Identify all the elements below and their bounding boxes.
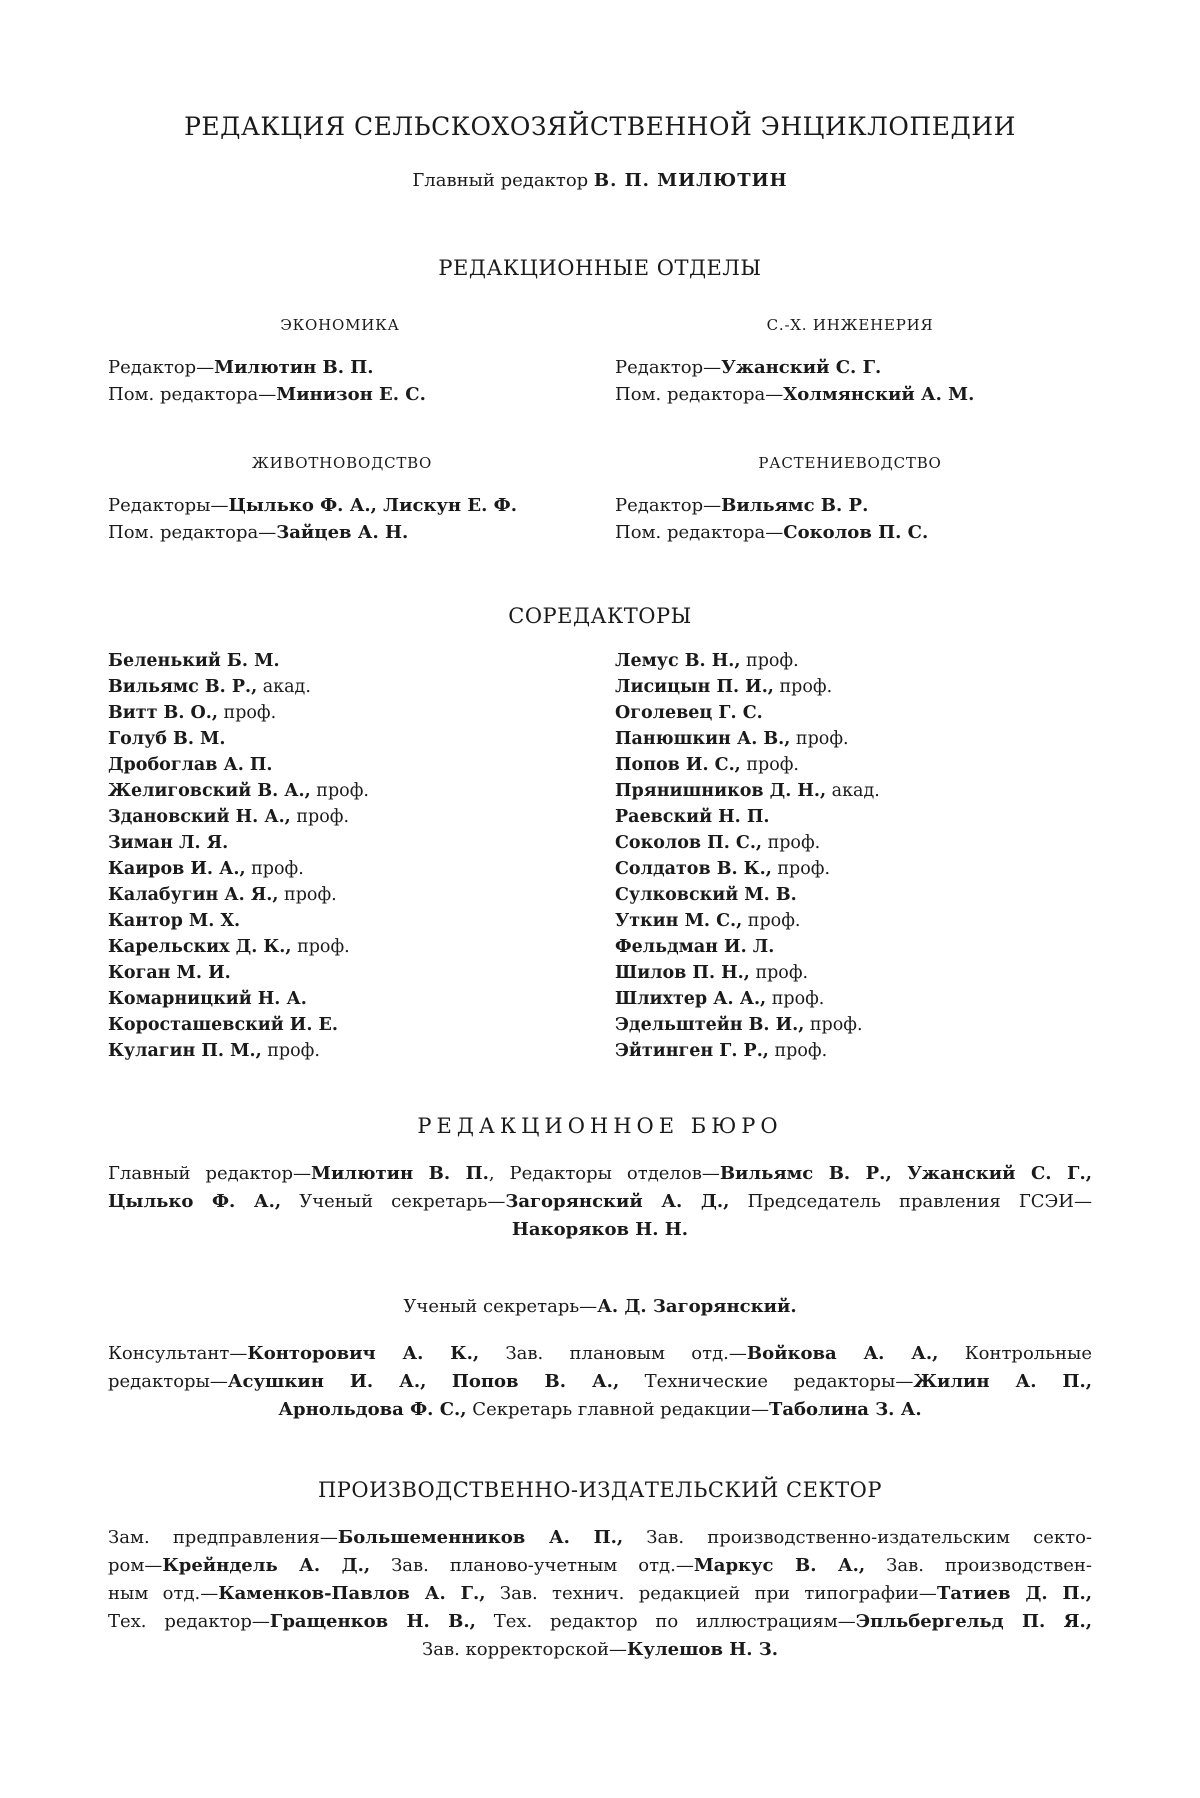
coeditor-title: проф.: [740, 755, 799, 775]
coeditors-right-column: [615, 648, 880, 1064]
role-text: Секретарь главной редакции—: [466, 1399, 769, 1420]
department-line: [108, 519, 517, 546]
role-text: Зав. корректорской—: [422, 1639, 628, 1660]
coeditor-name: Уткин М. С.,: [615, 911, 743, 931]
coeditor-entry: [108, 830, 369, 856]
coeditor-name: Витт В. О.,: [108, 703, 218, 723]
coeditor-entry: [615, 726, 880, 752]
coeditors-left-column: [108, 648, 369, 1064]
coeditor-name: Калабугин А. Я.,: [108, 885, 279, 905]
department-title-crops: РАСТЕНИЕВОДСТВО: [758, 454, 942, 472]
coeditor-title: проф.: [278, 885, 337, 905]
coeditor-entry: [108, 778, 369, 804]
production-paragraph: [108, 1524, 1092, 1664]
paragraph-line: [108, 1188, 1092, 1216]
department-crops: [615, 492, 928, 546]
person-name: Асушкин И. А.,: [227, 1371, 427, 1392]
section-title-coeditors: СОРЕДАКТОРЫ: [508, 604, 692, 628]
coeditor-entry: [615, 752, 880, 778]
person-name: Холмянский А. М.: [783, 384, 975, 405]
person-name: Цылько Ф. А., Лискун Е. Ф.: [228, 495, 517, 516]
coeditor-name: Карельских Д. К.,: [108, 937, 292, 957]
coeditor-title: проф.: [771, 859, 831, 879]
paragraph-line: [108, 1340, 1092, 1368]
coeditor-title: проф.: [310, 781, 369, 801]
coeditor-entry: [108, 752, 369, 778]
coeditor-name: Оголевец Г. С.: [615, 703, 763, 723]
paragraph-line: [108, 1580, 1092, 1608]
paragraph-line: [108, 1608, 1092, 1636]
paragraph-line: [108, 1160, 1092, 1188]
section-title-production: ПРОИЗВОДСТВЕННО-ИЗДАТЕЛЬСКИЙ СЕКТОР: [317, 1478, 883, 1502]
role-label: Редактор—: [615, 495, 722, 516]
coeditor-title: проф.: [742, 911, 801, 931]
coeditor-entry: [108, 1012, 369, 1038]
role-text: Зам. предправления—: [108, 1527, 338, 1548]
role-text: [426, 1371, 451, 1392]
person-name: Милютин В. П.: [311, 1163, 489, 1184]
coeditor-entry: [108, 856, 369, 882]
coeditor-title: проф.: [773, 677, 833, 697]
coeditor-name: Лемус В. Н.,: [615, 651, 741, 671]
coeditor-title: проф.: [766, 989, 825, 1009]
person-name: Крейндель А. Д.,: [162, 1555, 371, 1576]
person-name: Милютин В. П.: [214, 357, 374, 378]
role-text: Тех. редактор—: [108, 1611, 270, 1632]
role-label: Редакторы—: [108, 495, 229, 516]
role-text: Зав. производствен-: [865, 1555, 1093, 1576]
coeditor-entry: [108, 700, 369, 726]
person-name: Татиев Д. П.,: [936, 1583, 1093, 1604]
role-label: Пом. редактора—: [615, 522, 784, 543]
person-name: Арнольдова Ф. С.,: [278, 1399, 467, 1420]
coeditor-entry: [615, 1038, 880, 1064]
coeditor-name: Фельдман И. Л.: [615, 937, 775, 957]
department-engineering: [615, 354, 974, 408]
person-name: Вильямс В. Р.: [721, 495, 869, 516]
coeditor-entry: [615, 648, 880, 674]
coeditor-entry: [108, 908, 369, 934]
paragraph-line: [108, 1524, 1092, 1552]
chief-editor-line: [0, 170, 1200, 191]
coeditor-name: Прянишников Д. Н.,: [615, 781, 827, 801]
paragraph-line: [108, 1216, 1092, 1244]
coeditor-name: Сулковский М. В.: [615, 885, 797, 905]
person-name: Кулешов Н. З.: [627, 1639, 778, 1660]
department-title-livestock: ЖИВОТНОВОДСТВО: [251, 454, 433, 472]
department-line: [108, 492, 517, 519]
bureau-paragraph: [108, 1160, 1092, 1244]
coeditor-title: проф.: [762, 833, 821, 853]
role-text: Консультант—: [108, 1343, 248, 1364]
coeditor-name: Зиман Л. Я.: [108, 833, 229, 853]
coeditor-entry: [108, 674, 369, 700]
role-text: Тех. редактор по иллюстрациям—: [475, 1611, 856, 1632]
person-name: Соколов П. С.: [783, 522, 929, 543]
person-name: Таболина З. А.: [768, 1399, 922, 1420]
role-text: Технические редакторы—: [619, 1371, 914, 1392]
coeditor-name: Лисицын П. И.,: [615, 677, 774, 697]
department-line: [108, 354, 426, 381]
person-name: Большеменников А. П.,: [337, 1527, 624, 1548]
department-economics: [108, 354, 426, 408]
department-title-engineering: С.-Х. ИНЖЕНЕРИЯ: [766, 316, 934, 334]
person-name: Попов В. А.,: [451, 1371, 620, 1392]
role-label: Редактор—: [615, 357, 722, 378]
coeditor-name: Попов И. С.,: [615, 755, 741, 775]
coeditor-name: Коросташевский И. Е.: [108, 1015, 338, 1035]
person-name: Эпльбергельд П. Я.,: [855, 1611, 1092, 1632]
person-name: Цылько Ф. А.,: [108, 1191, 282, 1212]
coeditor-entry: [615, 908, 880, 934]
coeditor-title: проф.: [261, 1041, 320, 1061]
coeditor-entry: [108, 804, 369, 830]
role-text: Зав. плановым отд.—: [479, 1343, 747, 1364]
role-text: Зав. планово-учетным отд.—: [370, 1555, 694, 1576]
coeditor-title: проф.: [740, 651, 799, 671]
coeditor-entry: [615, 700, 880, 726]
role-text: Председатель правления ГСЭИ—: [729, 1191, 1093, 1212]
coeditor-name: Здановский Н. А.,: [108, 807, 291, 827]
paragraph-line: [108, 1552, 1092, 1580]
coeditor-title: акад.: [257, 677, 311, 697]
coeditor-title: проф.: [245, 859, 304, 879]
scientific-secretary-line: [0, 1296, 1200, 1317]
coeditor-entry: [615, 778, 880, 804]
coeditor-title: проф.: [290, 807, 350, 827]
coeditor-name: Вильямс В. Р.,: [108, 677, 258, 697]
staff-paragraph: [108, 1340, 1092, 1424]
coeditor-title: проф.: [804, 1015, 863, 1035]
role-text: Зав. производственно-издательским секто-: [623, 1527, 1093, 1548]
coeditor-name: Желиговский В. А.,: [108, 781, 311, 801]
person-name: Войкова А. А.,: [746, 1343, 939, 1364]
coeditor-entry: [615, 960, 880, 986]
coeditor-name: Беленький Б. М.: [108, 651, 280, 671]
coeditor-title: проф.: [768, 1041, 828, 1061]
coeditor-name: Солдатов В. К.,: [615, 859, 772, 879]
coeditor-title: акад.: [826, 781, 880, 801]
coeditor-entry: [108, 882, 369, 908]
chief-editor-name: В. П. МИЛЮТИН: [593, 170, 788, 191]
chief-editor-role: Главный редактор: [412, 170, 589, 191]
coeditor-entry: [108, 648, 369, 674]
coeditor-entry: [108, 986, 369, 1012]
coeditor-name: Панюшкин А. В.,: [615, 729, 791, 749]
coeditor-name: Коган М. И.: [108, 963, 231, 983]
coeditor-name: Кулагин П. М.,: [108, 1041, 262, 1061]
role-text: ным отд.—: [108, 1583, 219, 1604]
coeditor-title: проф.: [291, 937, 350, 957]
page-title: РЕДАКЦИЯ СЕЛЬСКОХОЗЯЙСТВЕННОЙ ЭНЦИКЛОПЕДИИ: [184, 112, 1016, 141]
coeditor-name: Кантор М. Х.: [108, 911, 241, 931]
person-name: Минизон Е. С.: [276, 384, 426, 405]
coeditor-entry: [108, 726, 369, 752]
coeditor-name: Голуб В. М.: [108, 729, 226, 749]
coeditor-entry: [615, 804, 880, 830]
person-name: Жилин А. П.,: [913, 1371, 1092, 1392]
paragraph-line: [108, 1636, 1092, 1664]
person-name: Накоряков Н. Н.: [511, 1219, 689, 1240]
person-name: Гращенков Н. В.,: [269, 1611, 476, 1632]
department-title-economics: ЭКОНОМИКА: [280, 316, 400, 334]
coeditor-name: Эйтинген Г. Р.,: [615, 1041, 769, 1061]
coeditor-name: Шилов П. Н.,: [615, 963, 750, 983]
role-label: Пом. редактора—: [615, 384, 784, 405]
department-line: [108, 381, 426, 408]
coeditor-entry: [615, 882, 880, 908]
person-name: Ужанский С. Г.: [721, 357, 882, 378]
paragraph-line: [108, 1396, 1092, 1424]
coeditor-name: Шлихтер А. А.,: [615, 989, 767, 1009]
role-label: Редактор—: [108, 357, 215, 378]
role-text: редакторы—: [108, 1371, 228, 1392]
role-text: Главный редактор—: [108, 1163, 312, 1184]
person-name: А. Д. Загорянский.: [597, 1296, 797, 1317]
coeditor-entry: [615, 674, 880, 700]
role-label: Пом. редактора—: [108, 384, 277, 405]
role-text: , Редакторы отделов—: [488, 1163, 720, 1184]
department-line: [615, 381, 974, 408]
coeditor-entry: [108, 1038, 369, 1064]
coeditor-entry: [615, 1012, 880, 1038]
person-name: Маркус В. А.,: [693, 1555, 866, 1576]
coeditor-entry: [615, 934, 880, 960]
role-text: ром—: [108, 1555, 163, 1576]
person-name: Загорянский А. Д.,: [505, 1191, 730, 1212]
role-text: Ученый секретарь—: [281, 1191, 506, 1212]
role-label: Ученый секретарь—: [403, 1296, 598, 1317]
role-text: Контрольные: [938, 1343, 1092, 1364]
paragraph-line: [108, 1368, 1092, 1396]
department-livestock: [108, 492, 517, 546]
coeditor-name: Комарницкий Н. А.: [108, 989, 307, 1009]
coeditor-entry: [615, 986, 880, 1012]
department-line: [615, 492, 928, 519]
person-name: Каменков-Павлов А. Г.,: [218, 1583, 486, 1604]
person-name: Вильямс В. Р., Ужанский С. Г.,: [719, 1163, 1092, 1184]
coeditor-title: проф.: [790, 729, 849, 749]
role-label: Пом. редактора—: [108, 522, 277, 543]
department-line: [615, 519, 928, 546]
coeditor-title: проф.: [217, 703, 277, 723]
section-title-departments: РЕДАКЦИОННЫЕ ОТДЕЛЫ: [438, 256, 762, 280]
coeditor-title: проф.: [749, 963, 809, 983]
role-text: Зав. технич. редакцией при типографии—: [485, 1583, 937, 1604]
department-line: [615, 354, 974, 381]
coeditor-name: Раевский Н. П.: [615, 807, 770, 827]
coeditor-name: Эдельштейн В. И.,: [615, 1015, 805, 1035]
coeditor-name: Дробоглав А. П.: [108, 755, 273, 775]
person-name: Конторович А. К.,: [247, 1343, 480, 1364]
section-title-bureau: РЕДАКЦИОННОЕ БЮРО: [417, 1114, 783, 1138]
coeditor-name: Соколов П. С.,: [615, 833, 762, 853]
person-name: Зайцев А. Н.: [276, 522, 409, 543]
coeditor-name: Каиров И. А.,: [108, 859, 246, 879]
coeditor-entry: [108, 960, 369, 986]
coeditor-entry: [108, 934, 369, 960]
coeditor-entry: [615, 856, 880, 882]
coeditor-entry: [615, 830, 880, 856]
